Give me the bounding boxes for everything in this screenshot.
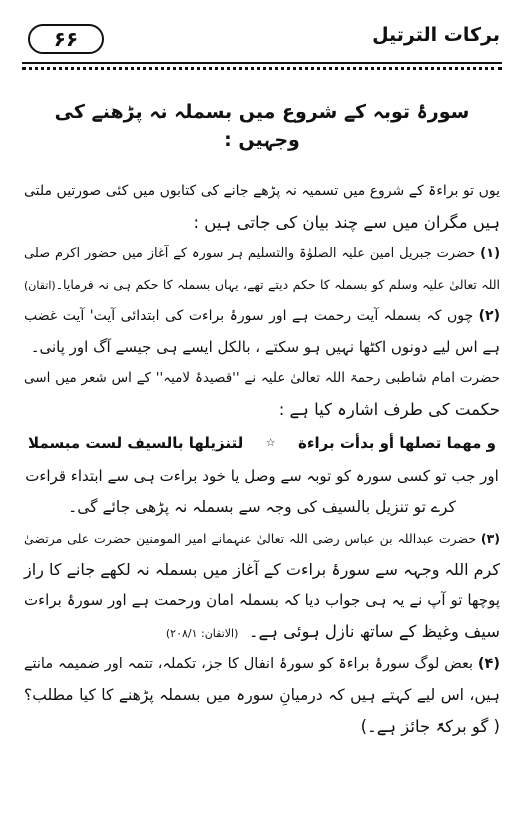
numbered-point-1: (۱) حضرت جبریل امین علیہ الصلوٰۃ والتسلیم ہر سورہ کے آغاز میں حضور اکرم صلی [24, 246, 501, 261]
star-icon: ☆ [265, 436, 276, 449]
page-number-badge: ۶۶ [28, 24, 104, 54]
header-dotted-rule [22, 67, 502, 70]
citation: (اتقان) [24, 279, 56, 292]
paragraph-line: ہیں مگران میں سے چند بیان کی جاتی ہیں : [193, 213, 500, 232]
book-title: برکات الترتیل [372, 24, 500, 46]
citation: (الاتقان: ۲۰۸/۱) [165, 627, 239, 640]
page-body [24, 98, 500, 742]
paragraph-line: حضرت امام شاطبی رحمۃ اللہ تعالیٰ علیہ نے ''قصیدۂ لامیہ'' کے اس شعر میں اسی [24, 370, 500, 386]
paragraph-line: ہیں، اس لیے کہتے ہیں کہ درمیانِ سورہ میں بسملہ پڑھنے کا کیا مطلب؟ [24, 686, 500, 704]
arabic-verse [28, 427, 496, 459]
section-heading: سورۂ توبہ کے شروع میں بسملہ نہ پڑھنے کی وجہیں : [54, 101, 470, 151]
paragraph-line: سیف وغیظ کے ساتھ نازل ہوئی ہے۔ (الاتقان: ۲۰۸/۱) [165, 622, 500, 641]
paragraph-line: ( گو برکۃً جائز ہے۔) [360, 717, 500, 736]
numbered-point-2: (۲) چوں کہ بسملہ آیت رحمت ہے اور سورۂ براءت کی ابتدائی آیت' آیت غضب [24, 308, 500, 324]
paragraph-line: اللہ تعالیٰ علیہ وسلم کو بسملہ کا حکم دیتے تھے، یہاں بسملہ کا حکم ہی نہ فرمایا۔(اتقان) [24, 277, 500, 292]
numbered-point-3: (۳) حضرت عبداللہ بن عباس رضی اللہ تعالیٰ عنہمانے امیر المومنین حضرت علی مرتضیٰ [24, 531, 500, 546]
verse-first-hemistich: و مهما تصلها أو بدأت براءة [298, 434, 496, 452]
paragraph-line: حکمت کی طرف اشارہ کیا ہے : [278, 400, 500, 419]
verse-translation-line: اور جب تو کسی سورہ کو توبہ سے وصل یا خود براءت ہی سے ابتداء قراءت [25, 467, 499, 485]
point-number: (۲) [478, 308, 500, 324]
verse-second-hemistich: لتنزيلها بالسيف لست مبسملا [28, 434, 244, 452]
running-header [22, 20, 502, 60]
paragraph-line: کرم اللہ وجہہ سے سورۂ براءت کے آغاز میں بسملہ نہ لکھے جانے کا راز [24, 560, 500, 579]
paragraph-line: ہے اس لیے دونوں اکٹھا نہیں ہو سکتے ، بالکل ایسے ہی جیسے آگ اور پانی۔ [30, 338, 500, 356]
paragraph-line: یوں تو براءۃ کے شروع میں تسمیہ نہ پڑھے جانے کی کتابوں میں کئی صورتیں ملتی [24, 183, 500, 199]
point-number: (۳) [480, 531, 500, 546]
point-number: (۱) [480, 246, 501, 261]
numbered-point-4: (۴) بعض لوگ سورۂ براءۃ کو سورۂ انفال کا جز، تکملہ، تتمہ اور ضمیمہ مانتے [24, 656, 501, 672]
verse-translation-line: کرے تو تنزیل بالسیف کی وجہ سے بسملہ نہ پڑھی جائے گی۔ [68, 498, 456, 516]
point-number: (۴) [477, 656, 501, 672]
header-rule [22, 62, 502, 64]
paragraph-line: پوچھا تو آپ نے یہ ہی جواب دیا کہ بسملہ امان ورحمت ہے اور سورۂ براءت [24, 591, 500, 609]
